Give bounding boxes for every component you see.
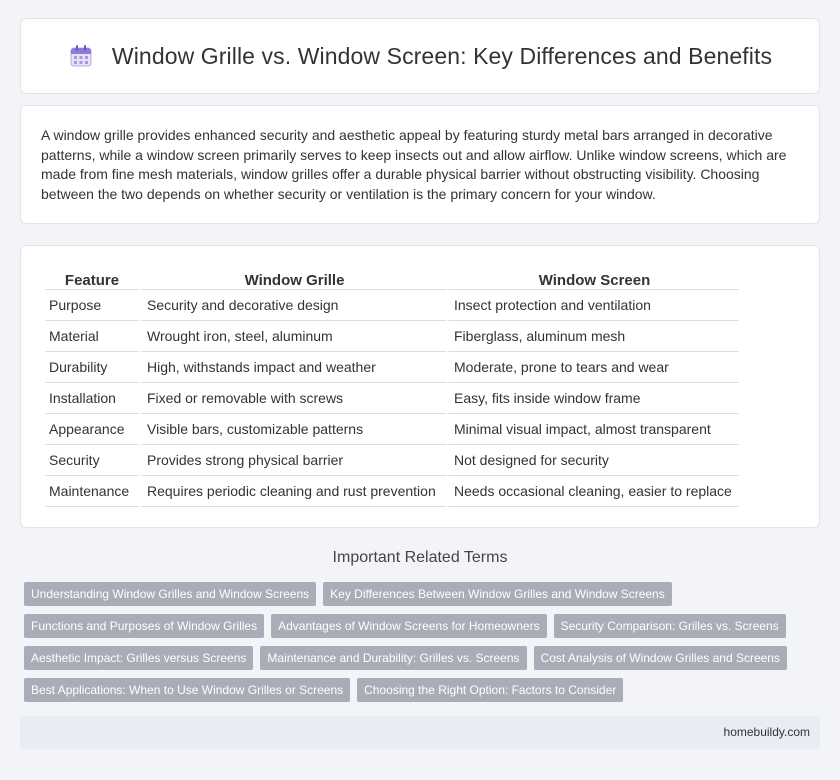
related-term-link[interactable]: Aesthetic Impact: Grilles versus Screens — [24, 646, 253, 670]
table-cell-grille: Wrought iron, steel, aluminum — [139, 321, 446, 352]
table-cell-feature: Durability — [45, 352, 139, 383]
table-row — [45, 352, 739, 383]
table-cell-screen: Needs occasional cleaning, easier to replace — [446, 476, 739, 507]
comparison-table — [45, 266, 739, 507]
comparison-card — [20, 245, 820, 528]
header-window-grille: Window Grille — [139, 266, 446, 290]
table-cell-screen: Easy, fits inside window frame — [446, 383, 739, 414]
related-term-link[interactable]: Understanding Window Grilles and Window Screens — [24, 582, 316, 606]
tag-row — [24, 614, 814, 638]
table-cell-screen: Not designed for security — [446, 445, 739, 476]
tag-row — [24, 646, 814, 670]
intro-card — [20, 105, 820, 224]
tag-row — [24, 582, 814, 606]
related-term-link[interactable]: Functions and Purposes of Window Grilles — [24, 614, 264, 638]
table-cell-grille: Security and decorative design — [139, 290, 446, 321]
table-cell-screen: Minimal visual impact, almost transparent — [446, 414, 739, 445]
table-cell-feature: Appearance — [45, 414, 139, 445]
header-card — [20, 18, 820, 94]
table-cell-feature: Maintenance — [45, 476, 139, 507]
header-window-screen: Window Screen — [446, 266, 739, 290]
page-title: Window Grille vs. Window Screen: Key Differences and Benefits — [111, 42, 773, 69]
footer — [20, 716, 820, 749]
table-cell-grille: High, withstands impact and weather — [139, 352, 446, 383]
related-term-link[interactable]: Key Differences Between Window Grilles and Window Screens — [323, 582, 672, 606]
tag-row — [24, 678, 814, 702]
related-term-link[interactable]: Choosing the Right Option: Factors to Consider — [357, 678, 623, 702]
table-cell-feature: Installation — [45, 383, 139, 414]
table-cell-grille: Provides strong physical barrier — [139, 445, 446, 476]
related-term-link[interactable]: Best Applications: When to Use Window Grilles or Screens — [24, 678, 350, 702]
related-term-link[interactable]: Cost Analysis of Window Grilles and Screens — [534, 646, 787, 670]
table-cell-screen: Insect protection and ventilation — [446, 290, 739, 321]
related-terms-title: Important Related Terms — [332, 549, 508, 566]
table-row — [45, 321, 739, 352]
table-cell-grille: Requires periodic cleaning and rust prevention — [139, 476, 446, 507]
footer-site-link[interactable]: homebuildy.com — [723, 725, 810, 739]
related-term-link[interactable]: Security Comparison: Grilles vs. Screens — [554, 614, 786, 638]
table-cell-grille: Visible bars, customizable patterns — [139, 414, 446, 445]
table-cell-screen: Fiberglass, aluminum mesh — [446, 321, 739, 352]
related-terms-list — [24, 582, 814, 710]
table-cell-feature: Purpose — [45, 290, 139, 321]
calendar-icon — [68, 43, 94, 69]
table-row — [45, 476, 739, 507]
table-cell-feature: Material — [45, 321, 139, 352]
table-header-row — [45, 266, 739, 290]
table-row — [45, 445, 739, 476]
header-feature: Feature — [45, 266, 139, 290]
table-cell-grille: Fixed or removable with screws — [139, 383, 446, 414]
table-row — [45, 383, 739, 414]
table-cell-screen: Moderate, prone to tears and wear — [446, 352, 739, 383]
table-cell-feature: Security — [45, 445, 139, 476]
table-row — [45, 414, 739, 445]
intro-text: A window grille provides enhanced security and aesthetic appeal by featuring sturdy metal bars arranged in decorative patterns, while a window screen primarily serves to keep insects out and allow airflow. Unlike window screens, which are made from fine mesh materials, window grilles offer a durable physical barrier without obstructing visibility. Choosing between the two depends on whether security or ventilation is the primary concern for your window. — [41, 127, 787, 202]
table-row — [45, 290, 739, 321]
related-term-link[interactable]: Maintenance and Durability: Grilles vs. Screens — [260, 646, 526, 670]
related-term-link[interactable]: Advantages of Window Screens for Homeowners — [271, 614, 546, 638]
title-wrap — [68, 43, 772, 70]
